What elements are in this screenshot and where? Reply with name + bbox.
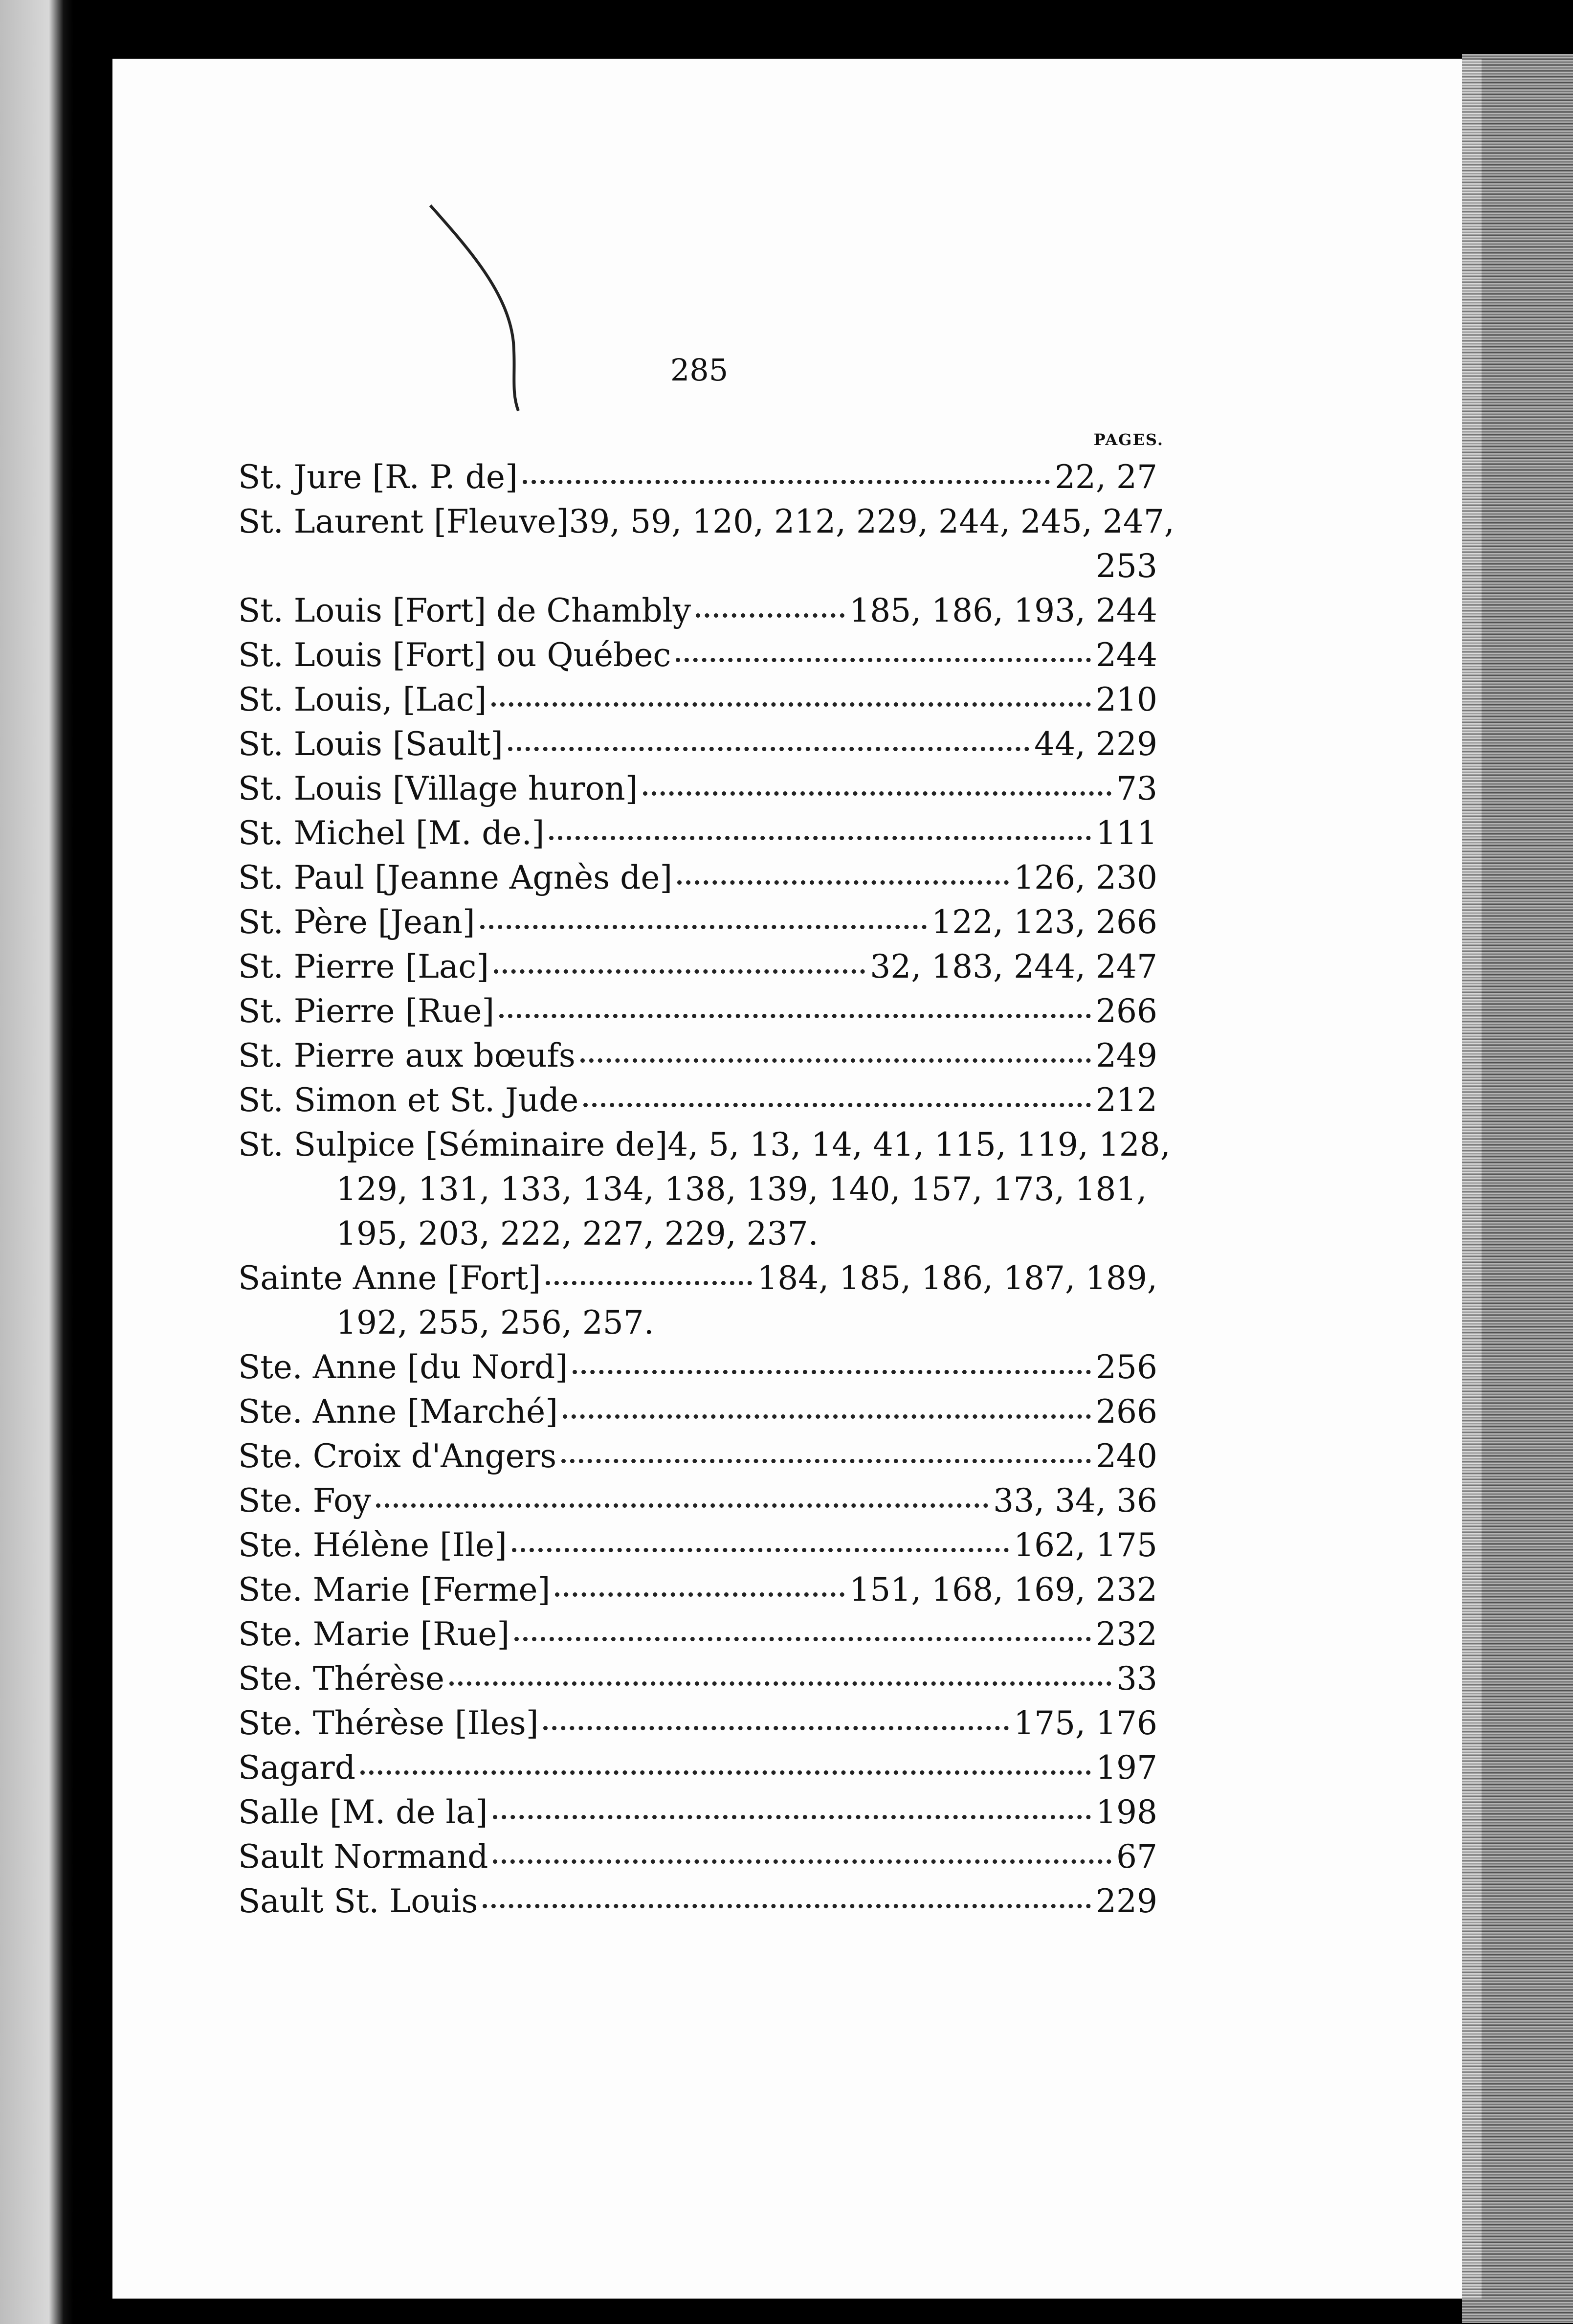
entry-name: St. Michel [M. de.]	[238, 814, 545, 852]
dot-leader	[555, 1592, 844, 1597]
entry-name: Ste. Thérèse	[238, 1660, 444, 1698]
dot-leader	[677, 880, 1009, 885]
dot-leader	[376, 1503, 988, 1508]
index-entry	[238, 1033, 1157, 1078]
entry-pages: 111	[1096, 814, 1157, 852]
entry-pages: 4, 5, 13, 14, 41, 115, 119, 128,	[667, 1126, 1171, 1163]
dot-leader	[480, 925, 927, 929]
entry-continuation: 192, 255, 256, 257.	[336, 1304, 654, 1341]
entry-name: St. Louis [Fort] ou Québec	[238, 636, 671, 674]
index-entry	[238, 588, 1157, 633]
entry-pages: 67	[1116, 1838, 1157, 1876]
entry-name: St. Laurent [Fleuve]	[238, 503, 569, 540]
index-entry	[238, 1523, 1157, 1567]
index-entry	[238, 1567, 1157, 1612]
entry-pages: 256	[1096, 1348, 1157, 1386]
right-page-edge	[1462, 54, 1573, 2323]
entry-pages: 22, 27	[1055, 458, 1157, 496]
dot-leader	[676, 658, 1091, 662]
entry-pages: 126, 230	[1014, 859, 1157, 896]
entry-pages: 33	[1116, 1660, 1157, 1698]
index-entry	[238, 1790, 1157, 1834]
entry-name: Sagard	[238, 1749, 355, 1787]
index-entry	[238, 900, 1157, 944]
dot-leader	[493, 1859, 1111, 1864]
entry-name: St. Pierre [Rue]	[238, 992, 495, 1030]
index-entry	[238, 499, 1174, 544]
entry-pages: 197	[1096, 1749, 1157, 1787]
index-entry	[238, 1078, 1157, 1122]
entry-name: Ste. Marie [Rue]	[238, 1615, 510, 1653]
dot-leader	[483, 1904, 1091, 1908]
entry-name: St. Louis [Sault]	[238, 725, 503, 763]
dot-leader	[696, 613, 844, 618]
index-entry	[238, 722, 1157, 766]
entry-pages: 198	[1096, 1793, 1157, 1831]
dot-leader	[573, 1370, 1091, 1374]
index-entry	[238, 677, 1157, 722]
entry-pages: 229	[1096, 1882, 1157, 1920]
dot-leader	[561, 1459, 1091, 1463]
index-entry	[238, 855, 1157, 900]
index-entry	[238, 455, 1157, 499]
index-entry	[238, 1389, 1157, 1434]
entry-pages: 244	[1096, 636, 1157, 674]
entry-pages: 151, 168, 169, 232	[849, 1571, 1157, 1609]
entry-name: Ste. Anne [du Nord]	[238, 1348, 568, 1386]
entry-name: St. Jure [R. P. de]	[238, 458, 518, 496]
index-entry	[238, 1745, 1157, 1790]
entry-name: St. Louis [Village huron]	[238, 770, 638, 807]
entry-name: St. Simon et St. Jude	[238, 1081, 579, 1119]
dot-leader	[523, 480, 1050, 484]
entry-name: Ste. Foy	[238, 1482, 371, 1520]
entry-name: St. Louis, [Lac]	[238, 681, 487, 718]
entry-name: Sainte Anne [Fort]	[238, 1259, 541, 1297]
dot-leader	[549, 836, 1091, 840]
entry-name: St. Pierre [Lac]	[238, 948, 489, 985]
dot-leader	[643, 791, 1112, 796]
dot-leader	[508, 747, 1029, 751]
dot-leader	[493, 1815, 1091, 1819]
entry-continuation: 129, 131, 133, 134, 138, 139, 140, 157, 173, 181,	[336, 1170, 1147, 1208]
dot-leader	[583, 1103, 1091, 1107]
entry-pages: 39, 59, 120, 212, 229, 244, 245, 247,	[569, 503, 1174, 540]
index-entry	[238, 989, 1157, 1033]
entry-name: Ste. Marie [Ferme]	[238, 1571, 551, 1609]
entry-pages: 266	[1096, 1393, 1157, 1430]
entry-name: St. Père [Jean]	[238, 903, 475, 941]
dot-leader	[499, 1014, 1091, 1018]
index-entry	[238, 1612, 1157, 1656]
entry-name: St. Louis [Fort] de Chambly	[238, 592, 691, 629]
entry-name: St. Pierre aux bœufs	[238, 1037, 576, 1074]
dot-leader	[563, 1414, 1091, 1419]
entry-pages: 232	[1096, 1615, 1157, 1653]
pencil-mark	[425, 196, 523, 416]
index-entry	[238, 1656, 1157, 1701]
dot-leader	[543, 1726, 1009, 1730]
entry-pages: 240	[1096, 1437, 1157, 1475]
dot-leader	[514, 1637, 1091, 1641]
page-number: 285	[670, 352, 729, 388]
index-entry	[238, 1834, 1157, 1879]
entry-pages: 44, 229	[1034, 725, 1157, 763]
index-entry	[238, 1478, 1157, 1523]
index-entry	[238, 766, 1157, 811]
entry-continuation: 195, 203, 222, 227, 229, 237.	[336, 1215, 819, 1252]
dot-leader	[491, 702, 1091, 707]
index-entry	[238, 1701, 1157, 1745]
entry-name: Sault Normand	[238, 1838, 488, 1876]
dot-leader	[580, 1058, 1091, 1063]
entry-name: Ste. Croix d'Angers	[238, 1437, 557, 1475]
index-list	[238, 455, 1174, 1923]
index-entry	[238, 944, 1157, 989]
dot-leader	[360, 1770, 1091, 1775]
dot-leader	[494, 969, 865, 974]
index-entry	[238, 633, 1157, 677]
entry-name: St. Sulpice [Séminaire de]	[238, 1126, 668, 1163]
entry-name: Ste. Hélène [Ile]	[238, 1526, 507, 1564]
index-entry	[238, 1879, 1157, 1923]
entry-pages: 162, 175	[1014, 1526, 1157, 1564]
entry-pages: 212	[1096, 1081, 1157, 1119]
left-page-edge	[0, 0, 73, 2324]
entry-name: Sault St. Louis	[238, 1882, 478, 1920]
dot-leader	[449, 1681, 1111, 1686]
entry-name: Ste. Anne [Marché]	[238, 1393, 558, 1430]
entry-pages: 33, 34, 36	[993, 1482, 1157, 1520]
index-entry	[238, 811, 1157, 855]
index-entry	[238, 1434, 1157, 1478]
entry-pages: 122, 123, 266	[931, 903, 1157, 941]
index-entry	[238, 1122, 1171, 1167]
entry-continuation: 253	[1096, 547, 1157, 585]
entry-name: St. Paul [Jeanne Agnès de]	[238, 859, 673, 896]
entry-pages: 266	[1096, 992, 1157, 1030]
entry-name: Salle [M. de la]	[238, 1793, 488, 1831]
dot-leader	[512, 1548, 1009, 1552]
entry-pages: 185, 186, 193, 244	[849, 592, 1157, 629]
entry-pages: 32, 183, 244, 247	[870, 948, 1157, 985]
entry-pages: 175, 176	[1014, 1704, 1157, 1742]
entry-name: Ste. Thérèse [Iles]	[238, 1704, 539, 1742]
index-entry	[238, 1345, 1157, 1389]
entry-pages: 249	[1096, 1037, 1157, 1074]
pages-column-header: PAGES.	[1093, 430, 1164, 449]
index-entry	[238, 1256, 1157, 1300]
entry-pages: 184, 185, 186, 187, 189,	[757, 1259, 1157, 1297]
entry-pages: 210	[1096, 681, 1157, 718]
entry-pages: 73	[1116, 770, 1157, 807]
dot-leader	[546, 1281, 752, 1285]
